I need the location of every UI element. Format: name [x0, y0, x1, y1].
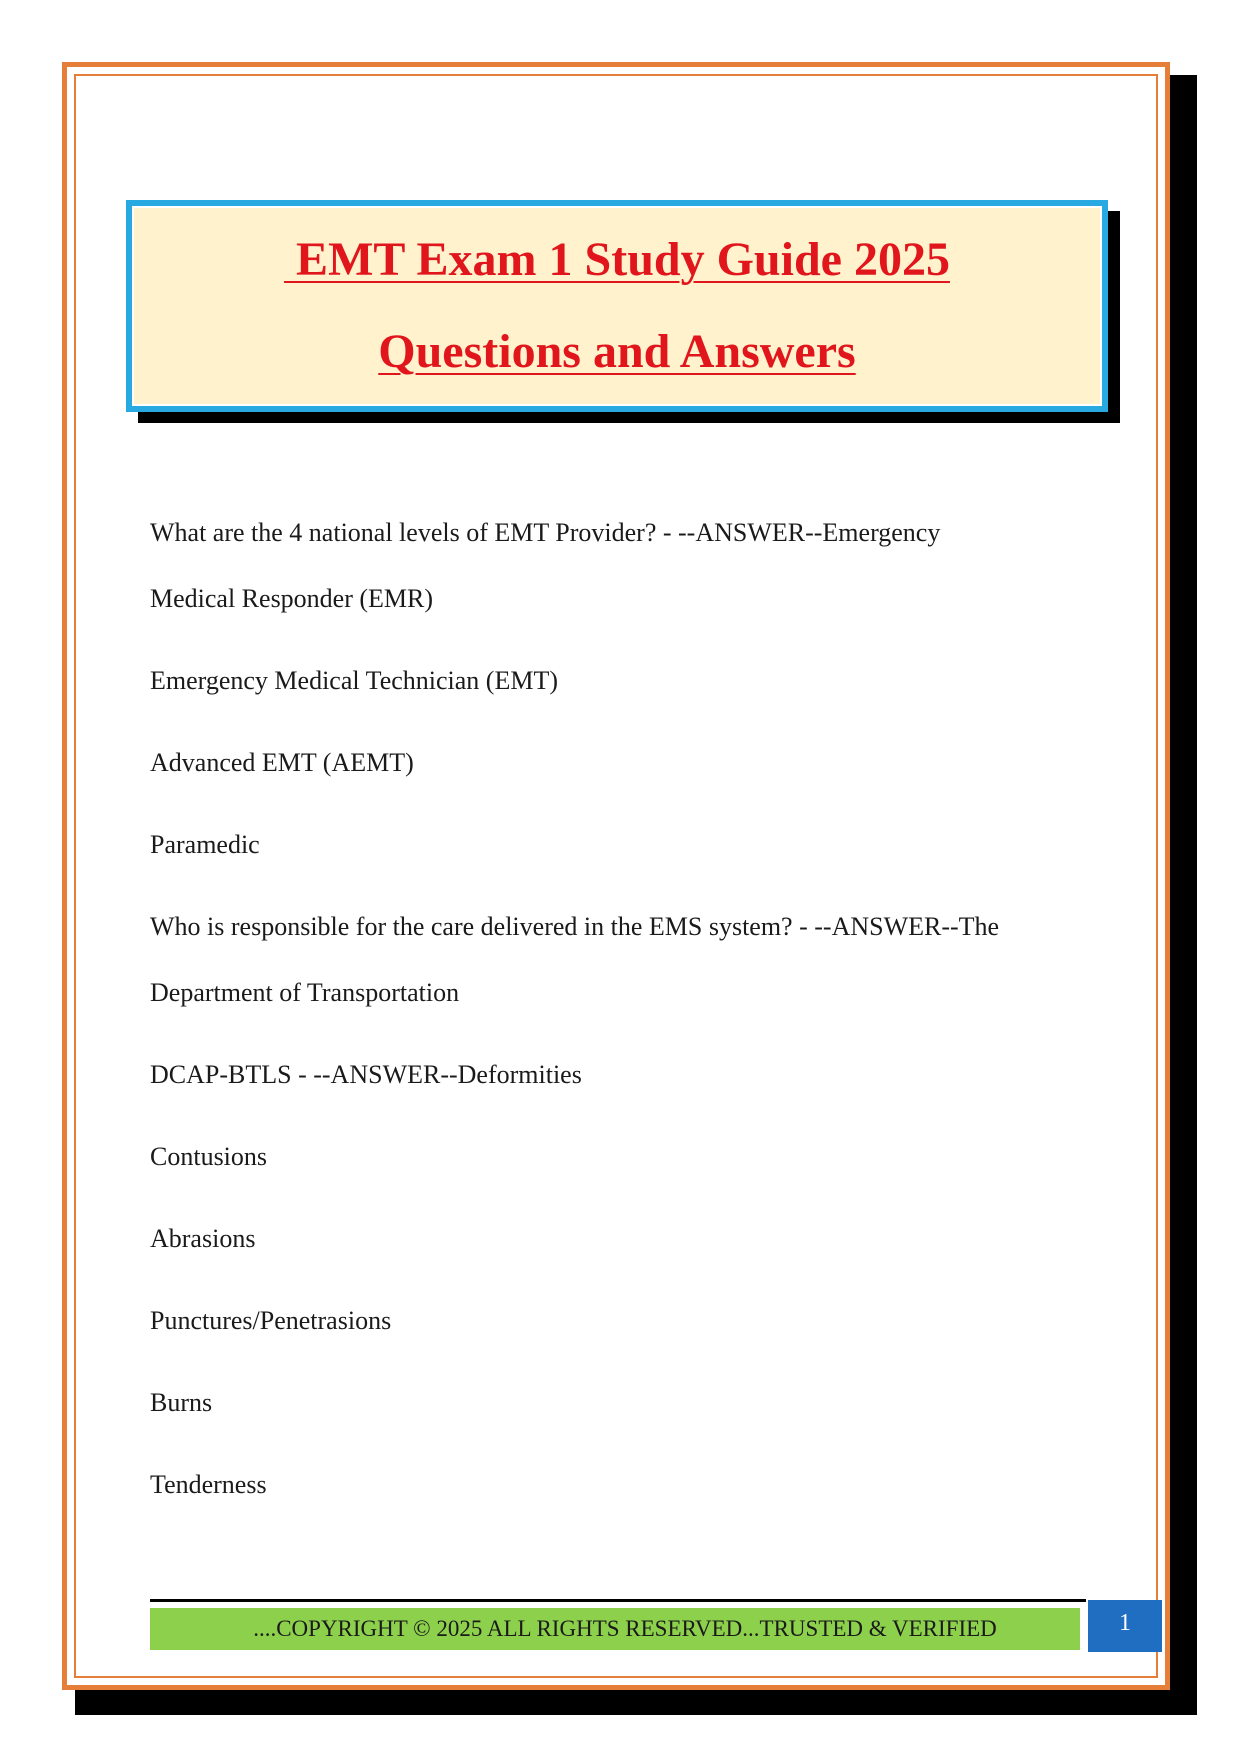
- answer-line: Burns: [150, 1388, 213, 1417]
- page-number-box: [1088, 1600, 1162, 1652]
- qa-content: [150, 500, 1110, 1534]
- document-title: EMT Exam 1 Study Guide 2025: [284, 233, 950, 286]
- answer-line: Advanced EMT (AEMT): [150, 748, 414, 777]
- title-box: [126, 200, 1108, 412]
- answer-line: Abrasions: [150, 1224, 256, 1253]
- answer-line: Medical Responder (EMR): [150, 584, 434, 613]
- answer-line: Tenderness: [150, 1470, 267, 1499]
- question-line: Who is responsible for the care delivered in the EMS system? - --ANSWER--The: [150, 912, 1000, 941]
- title-box-inner: [132, 206, 1102, 406]
- document-subtitle: Questions and Answers: [378, 325, 856, 378]
- question-line: What are the 4 national levels of EMT Provider? - --ANSWER--Emergency: [150, 518, 941, 547]
- answer-line: Emergency Medical Technician (EMT): [150, 666, 559, 695]
- footer-rule: [150, 1599, 1086, 1602]
- answer-line: Department of Transportation: [150, 978, 460, 1007]
- page-number: 1: [1119, 1610, 1131, 1636]
- answer-line: Punctures/Penetrasions: [150, 1306, 392, 1335]
- copyright-text: ....COPYRIGHT © 2025 ALL RIGHTS RESERVED...TRUSTED & VERIFIED: [253, 1616, 997, 1641]
- footer-bar: [150, 1608, 1080, 1650]
- answer-line: Contusions: [150, 1142, 268, 1171]
- question-line: DCAP-BTLS - --ANSWER--Deformities: [150, 1060, 582, 1089]
- answer-line: Paramedic: [150, 830, 260, 859]
